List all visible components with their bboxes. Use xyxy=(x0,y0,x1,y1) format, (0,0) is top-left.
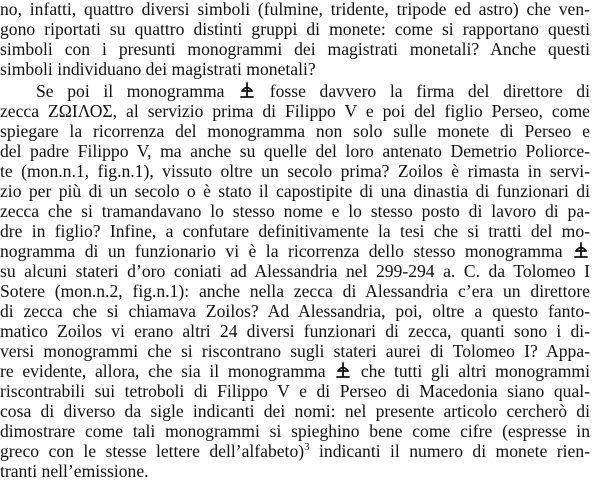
text-line: no, infatti, quattro diversi simboli (fulmine, tridente, tripode ed astro) che ven- xyxy=(0,0,590,19)
text-line: te (mon.n.1, fig.n.1), vissuto oltre un secolo prima? Zoilos è rimasta in servi- xyxy=(0,161,590,181)
text-line xyxy=(0,362,590,382)
zoilos-monogram-icon xyxy=(238,82,256,100)
text-line: versi monogrammi che si riscontrano sugli stateri aurei di Tolomeo I? Appa- xyxy=(0,341,590,361)
text-line: del padre Filippo V, ma anche su quelle del loro antenato Demetrio Poliorce- xyxy=(0,141,590,161)
text-fragment: indicanti il numero di monete rien- xyxy=(309,441,590,461)
footnote-reference[interactable]: 3 xyxy=(304,441,310,453)
text-line: dimostrare come tali monogrammi si spieghino bene come cifre (espresse in xyxy=(0,421,590,441)
text-fragment: nogramma di un funzionario vi è la ricorrenza dello stesso monogramma xyxy=(0,241,572,261)
text-line: riscontrabili sui tetroboli di Filippo V e di Perseo di Macedonia siano qual- xyxy=(0,381,590,401)
text-fragment: greco con le stesse lettere dell’alfabeto) xyxy=(0,441,305,461)
zoilos-monogram-icon xyxy=(572,242,590,260)
text-line: su alcuni stateri d’oro coniati ad Alessandria nel 299-294 a. C. da Tolomeo I xyxy=(0,261,590,281)
text-line: gono riportati su quattro distinti gruppi di monete: come si rapportano questi xyxy=(0,19,590,39)
text-line xyxy=(36,82,590,102)
text-fragment: Se poi il monogramma xyxy=(36,81,239,101)
text-line xyxy=(0,442,590,462)
text-line: spiegare la ricorrenza del monogramma non solo sulle monete di Perseo e xyxy=(0,121,590,141)
text-line: di zecca che si chiamava Zoilos? Ad Alessandria, poi, oltre a questo fanto- xyxy=(0,301,590,321)
text-line xyxy=(0,242,590,262)
text-line: zecca ΖΩΙΛΟΣ, al servizio prima di Filippo V e poi del figlio Perseo, come xyxy=(0,101,590,121)
text-line: matico Zoilos vi erano altri 24 diversi funzionari di zecca, quanti sono i di- xyxy=(0,321,590,341)
text-line: simboli con i presunti monogrammi dei magistrati monetali? Anche questi xyxy=(0,39,590,59)
text-line: cosa di diverso da sigle indicanti dei nomi: nel presente articolo cercherò di xyxy=(0,401,590,421)
text-line: Sotere (mon.n.2, fig.n.1): anche nella zecca di Alessandria c’era un direttore xyxy=(0,281,590,301)
text-fragment: che tutti gli altri monogrammi xyxy=(352,361,590,381)
text-fragment: re evidente, allora, che sia il monogramma xyxy=(0,361,335,381)
text-line: zio per più di un secolo o è stato il capostipite di una dinastia di funzionari di xyxy=(0,181,590,201)
zoilos-monogram-icon xyxy=(334,362,352,380)
text-line: simboli individuano dei magistrati monetali? xyxy=(0,59,316,79)
text-line: dre in figlio? Infine, a confutare definitivamente la tesi che si tratti del mo- xyxy=(0,221,590,241)
text-line: zecca che si tramandavano lo stesso nome e lo stesso posto di lavoro di pa- xyxy=(0,201,590,221)
text-line: tranti nell’emissione. xyxy=(0,461,149,481)
text-fragment: fosse davvero la firma del direttore di xyxy=(256,81,590,101)
